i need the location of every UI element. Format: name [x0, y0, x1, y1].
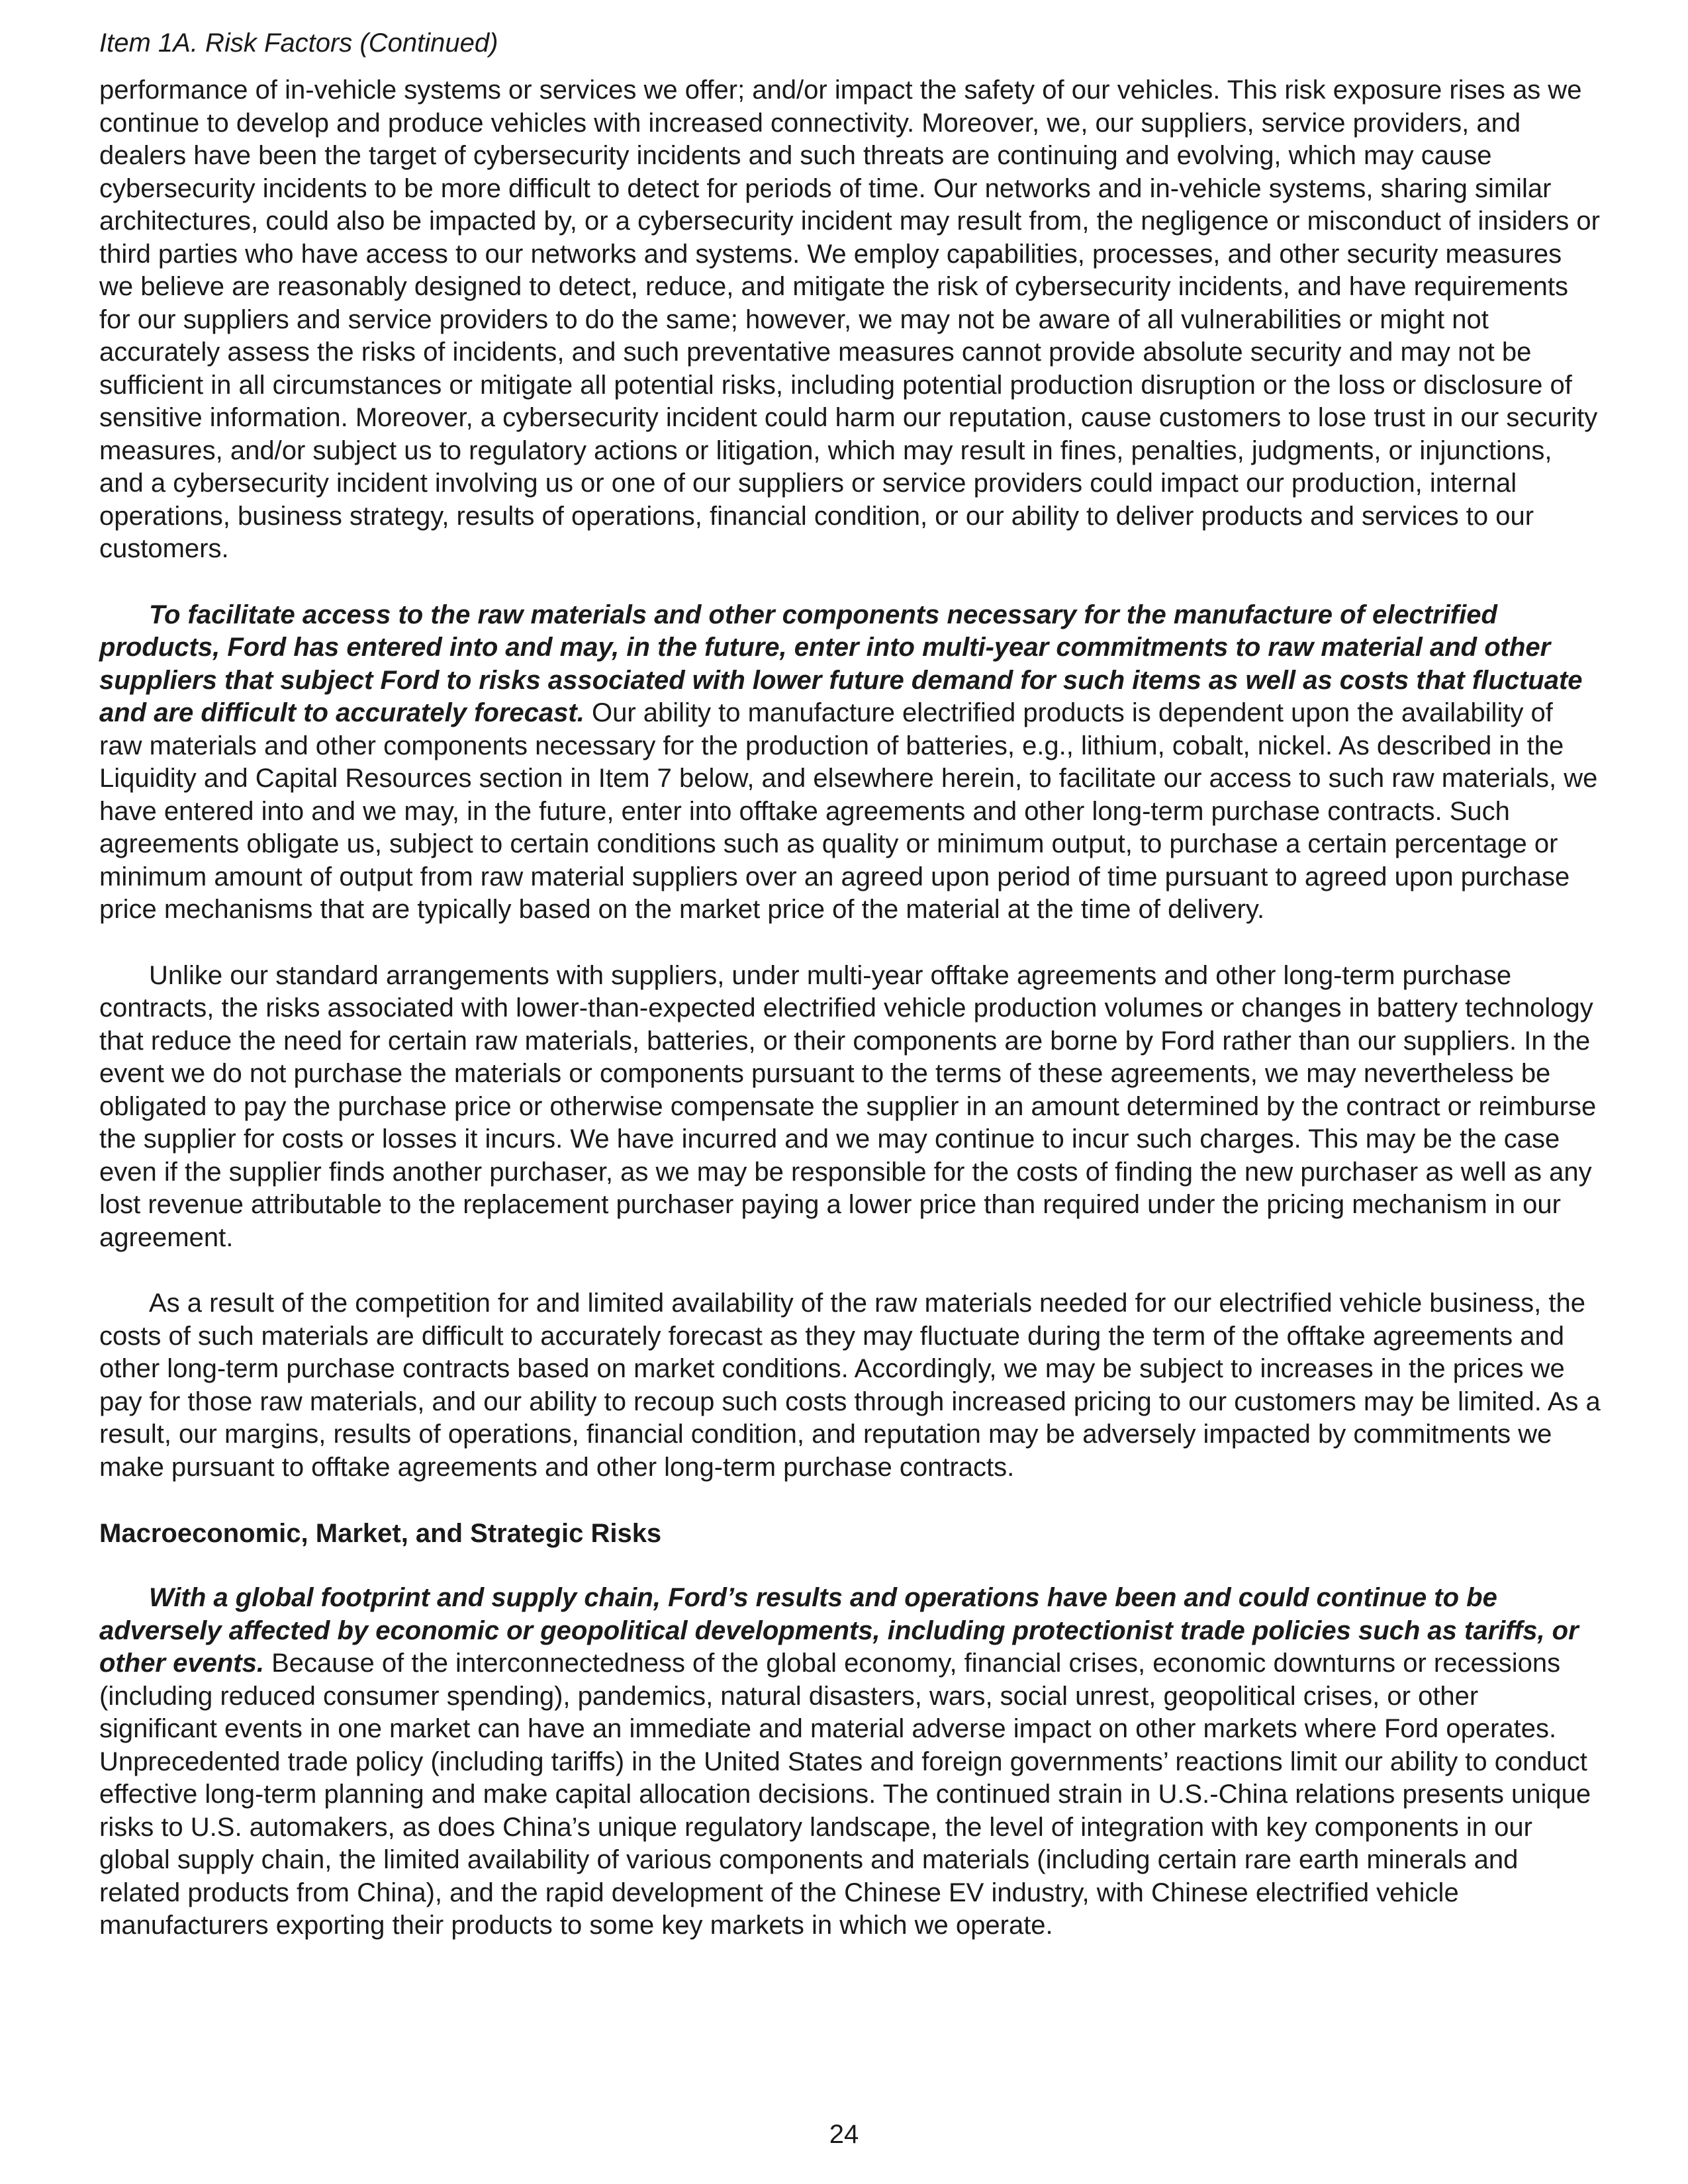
paragraph-body: Unlike our standard arrangements with suppliers, under multi-year offtake agreements and other long-term purchase contracts, the risks associated with lower-than-expected electrified vehicle production volumes or changes in battery technology that reduce the need for certain raw materials, batteries, or their components are borne by Ford rather than our suppliers. In the event we do not purchase the materials or components pursuant to the terms of these agreements, we may nevertheless be obligated to pay the purchase price or otherwise compensate the supplier in an amount determined by the contract or reimburse the supplier for costs or losses it incurs. We have incurred and we may continue to incur such charges. This may be the case even if the supplier finds another purchaser, as we may be responsible for the costs of finding the new purchaser as well as any lost revenue attributable to the replacement purchaser paying a lower price than required under the pricing mechanism in our agreement.: [99, 960, 1597, 1252]
paragraph-offtake-risks: [99, 960, 1602, 1255]
paragraph-cost-forecast: [99, 1287, 1602, 1484]
document-page: [99, 26, 1602, 1976]
paragraph-global-footprint: [99, 1582, 1602, 1942]
paragraph-body: performance of in-vehicle systems or services we offer; and/or impact the safety of our vehicles. This risk exposure rises as we continue to develop and produce vehicles with increased connectivity. Moreover, we, our suppliers, service providers, and dealers have been the target of cybersecurity incidents and such threats are continuing and evolving, which may cause cybersecurity incidents to be more difficult to detect for periods of time. Our networks and in-vehicle systems, sharing similar architectures, could also be impacted by, or a cybersecurity incident may result from, the negligence or misconduct of insiders or third parties who have access to our networks and systems. We employ capabilities, processes, and other security measures we believe are reasonably designed to detect, reduce, and mitigate the risk of cybersecurity incidents, and have requirements for our suppliers and service providers to do the same; however, we may not be aware of all vulnerabilities or might not accurately assess the risks of incidents, and such preventative measures cannot provide absolute security and may not be sufficient in all circumstances or mitigate all potential risks, including potential production disruption or the loss or disclosure of sensitive information. Moreover, a cybersecurity incident could harm our reputation, cause customers to lose trust in our security measures, and/or subject us to regulatory actions or litigation, which may result in fines, penalties, judgments, or injunctions, and a cybersecurity incident involving us or one of our suppliers or service providers could impact our production, internal operations, business strategy, results of operations, financial condition, or our ability to deliver products and services to our customers.: [99, 75, 1600, 563]
risk-factor-lead: To facilitate access to the raw materials and other components necessary for the manufacture of electrified products, Ford has entered into and may, in the future, enter into multi-year commitments to raw material and other suppliers that subject Ford to risks associated with lower future demand for such items as well as costs that fluctuate and are difficult to accurately forecast.: [99, 600, 1583, 727]
paragraph-cybersecurity-continued: [99, 74, 1602, 566]
paragraph-body: Because of the interconnectedness of the global economy, financial crises, economic downturns or recessions (including reduced consumer spending), pandemics, natural disasters, wars, social unrest, geopolitical crises, or other significant events in one market can have an immediate and material adverse impact on other markets where Ford operates. Unprecedented trade policy (including tariffs) in the United States and foreign governments’ reactions limit our ability to conduct effective long-term planning and make capital allocation decisions. The continued strain in U.S.-China relations presents unique risks to U.S. automakers, as does China’s unique regulatory landscape, the level of integration with key components in our global supply chain, the limited availability of various components and materials (including certain rare earth minerals and related products from China), and the rapid development of the Chinese EV industry, with Chinese electrified vehicle manufacturers exporting their products to some key markets in which we operate.: [99, 1649, 1591, 1940]
running-header: Item 1A. Risk Factors (Continued): [99, 28, 498, 58]
paragraph-raw-materials: [99, 599, 1602, 927]
risk-factor-lead: With a global footprint and supply chain, Ford’s results and operations have been and could continue to be adversely affected by economic or geopolitical developments, including protectionist trade policies such as tariffs, or other events.: [99, 1583, 1579, 1678]
section-heading: Macroeconomic, Market, and Strategic Risks: [99, 1519, 662, 1548]
paragraph-body: Our ability to manufacture electrified products is dependent upon the availability of raw materials and other components necessary for the production of batteries, e.g., lithium, cobalt, nickel. As described in the Liquidity and Capital Resources section in Item 7 below, and elsewhere herein, to facilitate our access to such raw materials, we have entered into and we may, in the future, enter into offtake agreements and other long-term purchase contracts. Such agreements obligate us, subject to certain conditions such as quality or minimum output, to purchase a certain percentage or minimum amount of output from raw material suppliers over an agreed upon period of time pursuant to agreed upon purchase price mechanisms that are typically based on the market price of the material at the time of delivery.: [99, 698, 1598, 924]
paragraph-body: As a result of the competition for and limited availability of the raw materials needed for our electrified vehicle business, the costs of such materials are difficult to accurately forecast as they may fluctuate during the term of the offtake agreements and other long-term purchase contracts based on market conditions. Accordingly, we may be subject to increases in the prices we pay for those raw materials, and our ability to recoup such costs through increased pricing to our customers may be limited. As a result, our margins, results of operations, financial condition, and reputation may be adversely impacted by commitments we make pursuant to offtake agreements and other long-term purchase contracts.: [99, 1289, 1601, 1482]
page-number: 24: [829, 2120, 859, 2149]
